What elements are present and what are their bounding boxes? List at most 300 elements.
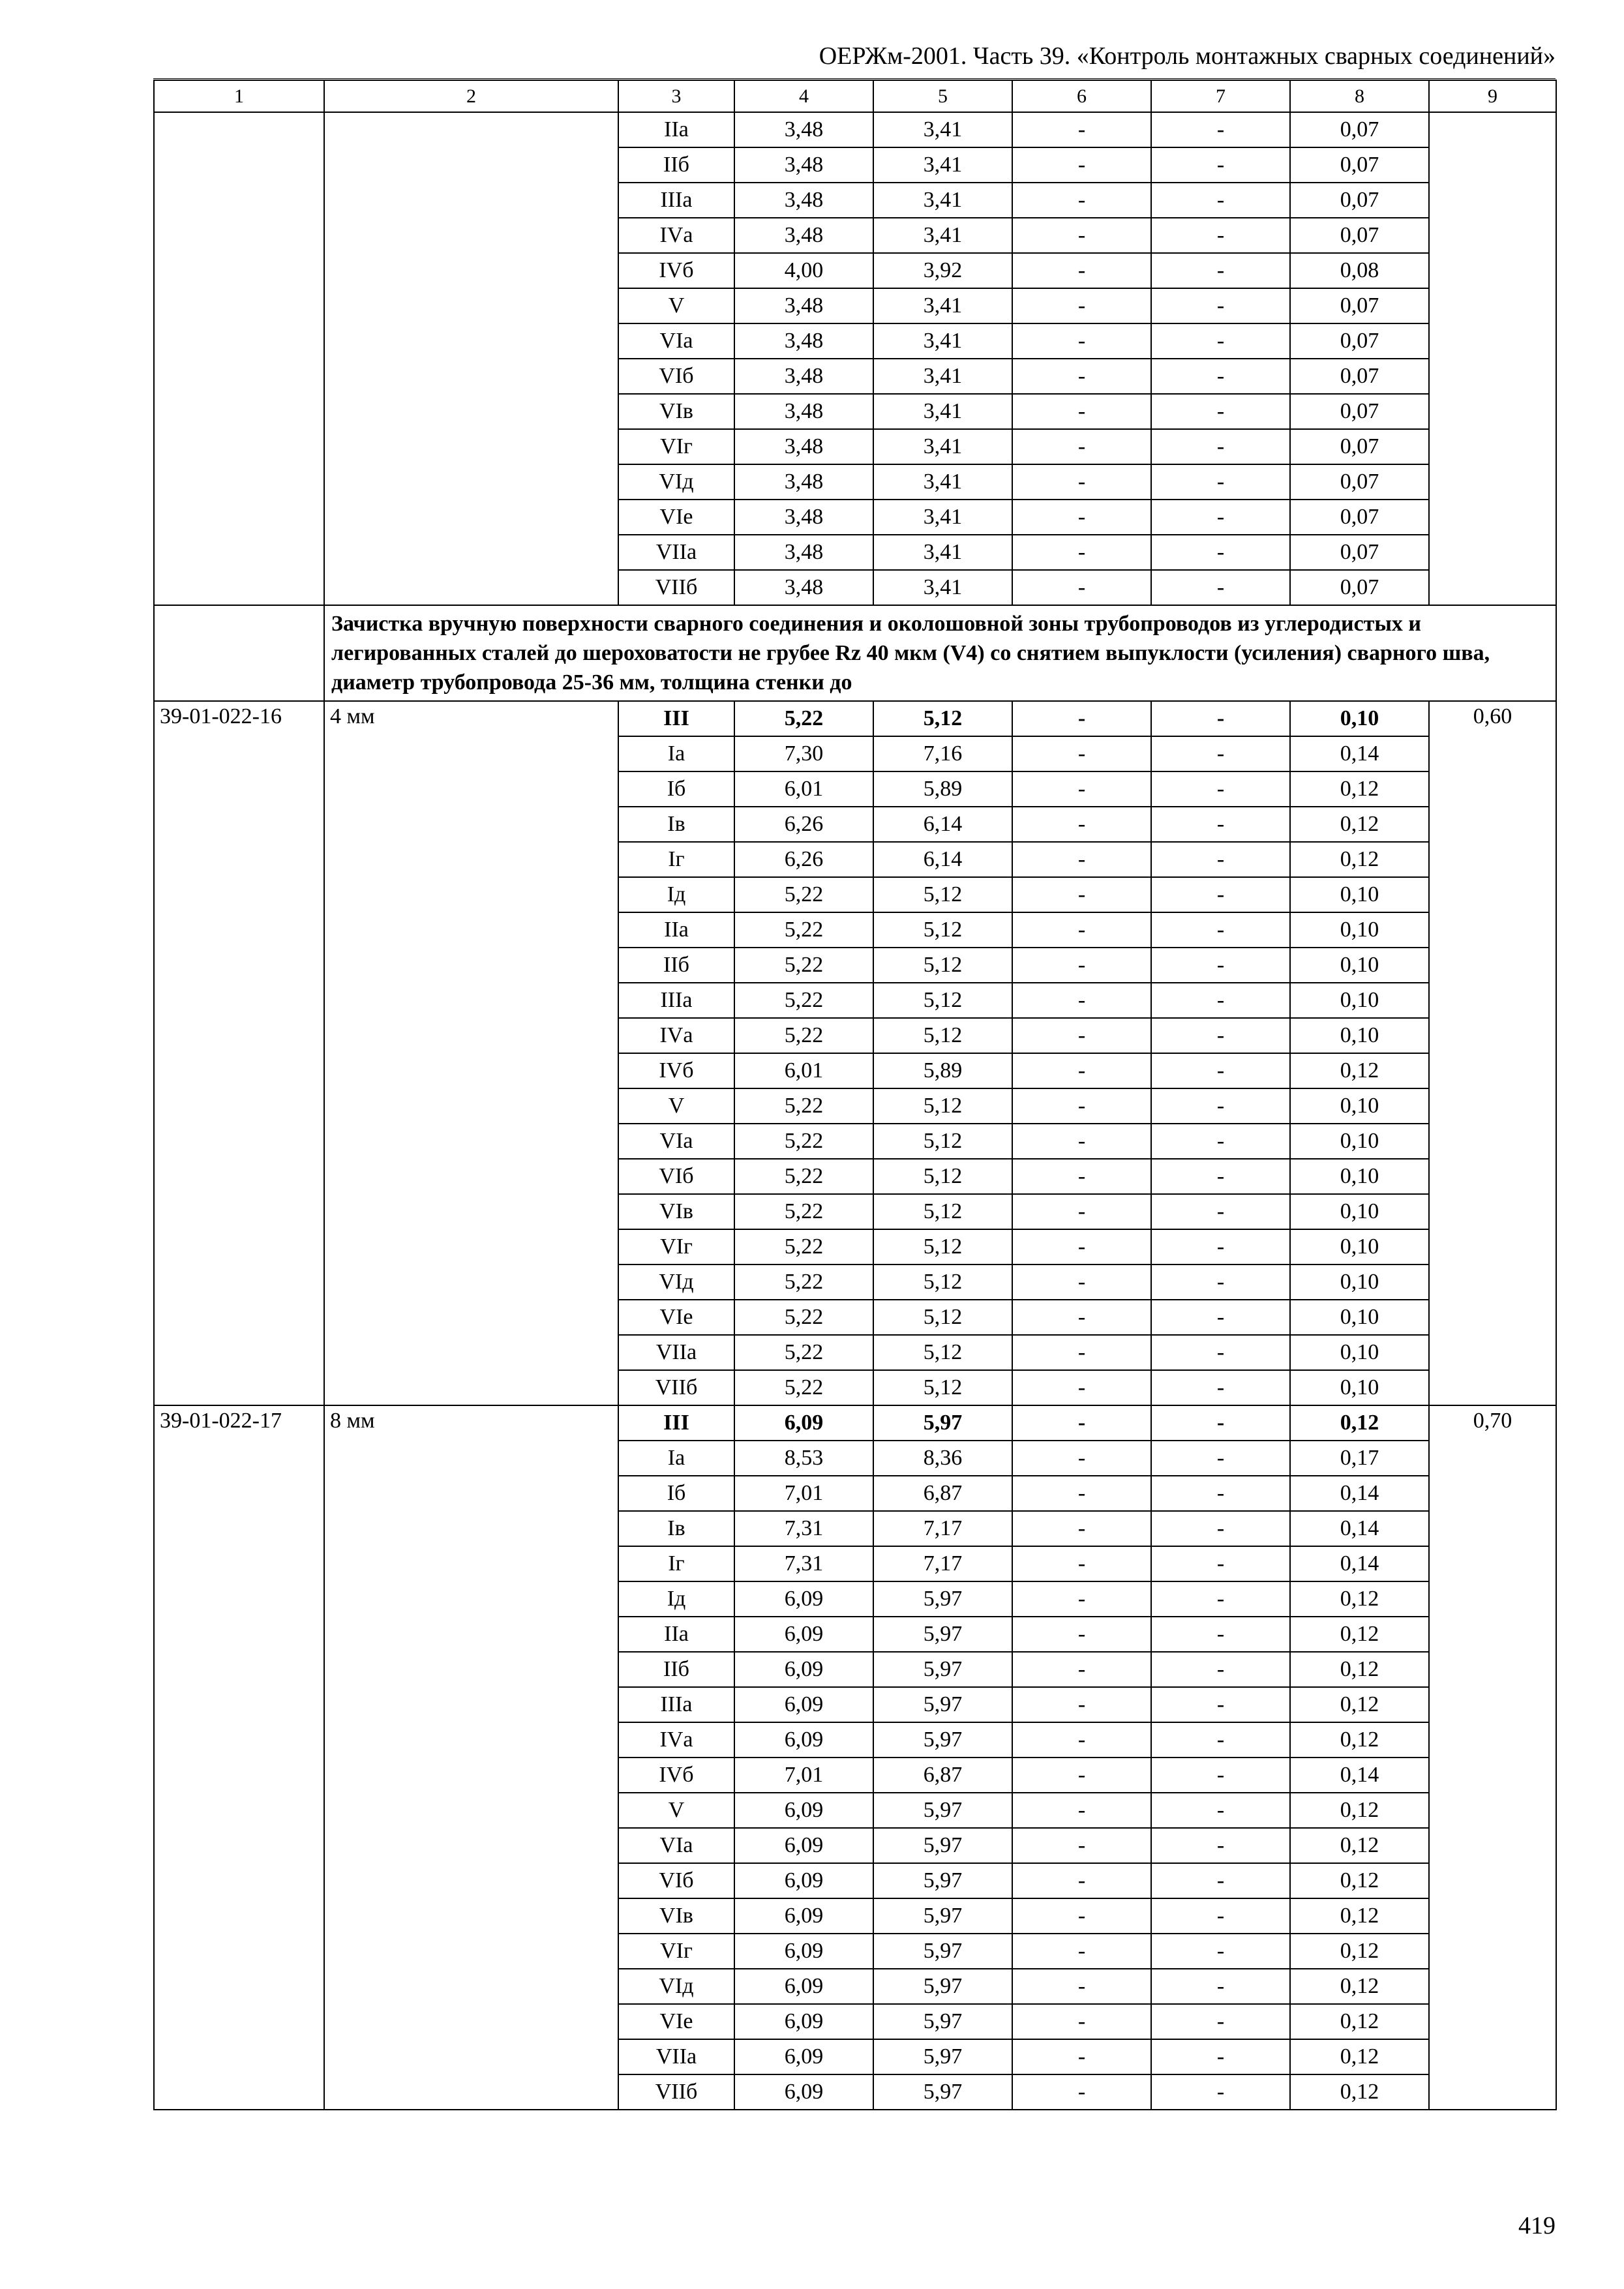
col5-value: 7,17: [873, 1511, 1012, 1546]
table-row: [154, 112, 1556, 147]
col4-value: 7,31: [734, 1546, 873, 1581]
col7-value: -: [1151, 1863, 1290, 1898]
zone-cell: IVб: [618, 1053, 734, 1088]
col6-value: -: [1012, 771, 1151, 807]
column-number: 3: [618, 80, 734, 112]
col5-value: 3,41: [873, 570, 1012, 605]
col8-value: 0,17: [1290, 1441, 1429, 1476]
zone-cell: IIб: [618, 948, 734, 983]
col4-value: 6,01: [734, 771, 873, 807]
col6-value: -: [1012, 1934, 1151, 1969]
col6-value: -: [1012, 736, 1151, 771]
col6-value: -: [1012, 912, 1151, 948]
zone-cell: VIIа: [618, 535, 734, 570]
zone-cell: V: [618, 288, 734, 323]
col7-value: -: [1151, 288, 1290, 323]
col8-value: 0,10: [1290, 1194, 1429, 1229]
col4-value: 6,01: [734, 1053, 873, 1088]
col8-value: 0,07: [1290, 464, 1429, 500]
col8-value: 0,07: [1290, 570, 1429, 605]
col6-value: -: [1012, 1018, 1151, 1053]
col7-value: -: [1151, 1546, 1290, 1581]
col7-value: -: [1151, 1758, 1290, 1793]
zone-cell: IVб: [618, 1758, 734, 1793]
col5-value: 5,12: [873, 1194, 1012, 1229]
col7-value: -: [1151, 2039, 1290, 2074]
zone-cell: Iв: [618, 807, 734, 842]
col7-value: -: [1151, 912, 1290, 948]
column-number: 2: [324, 80, 618, 112]
col4-value: 6,09: [734, 1898, 873, 1934]
col7-value: -: [1151, 1722, 1290, 1758]
col8-value: 0,12: [1290, 2039, 1429, 2074]
col6-value: -: [1012, 570, 1151, 605]
col6-value: -: [1012, 1370, 1151, 1405]
col7-value: -: [1151, 1828, 1290, 1863]
column-number: 1: [154, 80, 324, 112]
col9-value: 0,60: [1429, 701, 1556, 1405]
zone-cell: VIIа: [618, 1335, 734, 1370]
col8-value: 0,07: [1290, 323, 1429, 359]
col6-value: -: [1012, 1264, 1151, 1300]
col5-value: 5,12: [873, 948, 1012, 983]
col8-value: 0,12: [1290, 1898, 1429, 1934]
col5-value: 5,97: [873, 1617, 1012, 1652]
col6-value: -: [1012, 323, 1151, 359]
col6-value: -: [1012, 1300, 1151, 1335]
col4-value: 3,48: [734, 112, 873, 147]
zone-cell: IIIа: [618, 983, 734, 1018]
zone-cell: VIIб: [618, 2074, 734, 2110]
col4-value: 7,01: [734, 1476, 873, 1511]
col6-value: -: [1012, 112, 1151, 147]
col4-value: 3,48: [734, 394, 873, 429]
col6-value: -: [1012, 1828, 1151, 1863]
col6-value: -: [1012, 1652, 1151, 1687]
col5-value: 6,14: [873, 842, 1012, 877]
column-number-row: [154, 80, 1556, 112]
col7-value: -: [1151, 1441, 1290, 1476]
col8-value: 0,10: [1290, 1159, 1429, 1194]
col6-value: -: [1012, 1722, 1151, 1758]
col4-value: 4,00: [734, 253, 873, 288]
col5-value: 3,41: [873, 112, 1012, 147]
col7-value: -: [1151, 2004, 1290, 2039]
col7-value: -: [1151, 570, 1290, 605]
col8-value: 0,12: [1290, 1581, 1429, 1617]
col4-value: 3,48: [734, 359, 873, 394]
zone-cell: VIб: [618, 1863, 734, 1898]
page-number: 419: [1518, 2212, 1556, 2239]
col4-value: 6,09: [734, 1617, 873, 1652]
col4-value: 5,22: [734, 1300, 873, 1335]
col5-value: 7,16: [873, 736, 1012, 771]
col4-value: 3,48: [734, 218, 873, 253]
col8-value: 0,12: [1290, 2074, 1429, 2110]
col8-value: 0,07: [1290, 535, 1429, 570]
col5-value: 3,41: [873, 147, 1012, 183]
col7-value: -: [1151, 1229, 1290, 1264]
column-number: 9: [1429, 80, 1556, 112]
col7-value: -: [1151, 1511, 1290, 1546]
col5-value: 3,92: [873, 253, 1012, 288]
col7-value: -: [1151, 1581, 1290, 1617]
col7-value: -: [1151, 807, 1290, 842]
col6-value: -: [1012, 1758, 1151, 1793]
col7-value: -: [1151, 1053, 1290, 1088]
col8-value: 0,10: [1290, 1018, 1429, 1053]
empty-name-cell: [324, 112, 618, 605]
col6-value: -: [1012, 948, 1151, 983]
col5-value: 5,97: [873, 1793, 1012, 1828]
zone-cell: Iг: [618, 1546, 734, 1581]
col8-value: 0,10: [1290, 912, 1429, 948]
col4-value: 5,22: [734, 983, 873, 1018]
col7-value: -: [1151, 842, 1290, 877]
col5-value: 5,97: [873, 1828, 1012, 1863]
description-row: [154, 605, 1556, 701]
col6-value: -: [1012, 359, 1151, 394]
col7-value: -: [1151, 1969, 1290, 2004]
col5-value: 5,89: [873, 771, 1012, 807]
col6-value: -: [1012, 1793, 1151, 1828]
col4-value: 3,48: [734, 288, 873, 323]
col5-value: 5,12: [873, 1300, 1012, 1335]
col4-value: 6,26: [734, 807, 873, 842]
col8-value: 0,07: [1290, 359, 1429, 394]
zone-cell: VIд: [618, 1264, 734, 1300]
col4-value: 6,09: [734, 1863, 873, 1898]
col6-value: -: [1012, 500, 1151, 535]
col4-value: 5,22: [734, 1088, 873, 1124]
col5-value: 5,97: [873, 1863, 1012, 1898]
col5-value: 5,12: [873, 983, 1012, 1018]
col4-value: 3,48: [734, 500, 873, 535]
col4-value: 6,09: [734, 2004, 873, 2039]
col4-value: 5,22: [734, 912, 873, 948]
table-row: [154, 701, 1556, 736]
col8-value: 0,07: [1290, 500, 1429, 535]
zone-cell: VIд: [618, 464, 734, 500]
zone-cell: VIд: [618, 1969, 734, 2004]
col7-value: -: [1151, 500, 1290, 535]
col6-value: -: [1012, 701, 1151, 736]
col5-value: 3,41: [873, 429, 1012, 464]
col7-value: -: [1151, 1652, 1290, 1687]
col8-value: 0,12: [1290, 1793, 1429, 1828]
zone-cell: III: [618, 701, 734, 736]
col8-value: 0,08: [1290, 253, 1429, 288]
col6-value: -: [1012, 2004, 1151, 2039]
zone-cell: Iа: [618, 736, 734, 771]
col8-value: 0,10: [1290, 1264, 1429, 1300]
col7-value: -: [1151, 147, 1290, 183]
col7-value: -: [1151, 771, 1290, 807]
col4-value: 5,22: [734, 877, 873, 912]
col5-value: 5,12: [873, 701, 1012, 736]
col6-value: -: [1012, 394, 1151, 429]
col7-value: -: [1151, 183, 1290, 218]
col4-value: 3,48: [734, 535, 873, 570]
col4-value: 7,01: [734, 1758, 873, 1793]
col7-value: -: [1151, 736, 1290, 771]
col7-value: -: [1151, 2074, 1290, 2110]
col6-value: -: [1012, 1441, 1151, 1476]
col6-value: -: [1012, 2074, 1151, 2110]
col7-value: -: [1151, 1088, 1290, 1124]
col7-value: -: [1151, 1476, 1290, 1511]
col4-value: 5,22: [734, 948, 873, 983]
col5-value: 5,97: [873, 1934, 1012, 1969]
col6-value: -: [1012, 1088, 1151, 1124]
col5-value: 5,12: [873, 1018, 1012, 1053]
col8-value: 0,12: [1290, 1934, 1429, 1969]
col5-value: 5,12: [873, 1088, 1012, 1124]
col5-value: 5,89: [873, 1053, 1012, 1088]
norms-table: [153, 80, 1557, 2110]
col8-value: 0,12: [1290, 1722, 1429, 1758]
zone-cell: VIе: [618, 2004, 734, 2039]
col7-value: -: [1151, 1335, 1290, 1370]
col5-value: 3,41: [873, 183, 1012, 218]
col8-value: 0,12: [1290, 807, 1429, 842]
zone-cell: IIа: [618, 1617, 734, 1652]
col4-value: 8,53: [734, 1441, 873, 1476]
column-number: 7: [1151, 80, 1290, 112]
col5-value: 5,97: [873, 1722, 1012, 1758]
col5-value: 5,12: [873, 1370, 1012, 1405]
col7-value: -: [1151, 1934, 1290, 1969]
col6-value: -: [1012, 1546, 1151, 1581]
col6-value: -: [1012, 807, 1151, 842]
col5-value: 3,41: [873, 359, 1012, 394]
col5-value: 3,41: [873, 218, 1012, 253]
zone-cell: IIIа: [618, 1687, 734, 1722]
col8-value: 0,12: [1290, 842, 1429, 877]
col8-value: 0,10: [1290, 1300, 1429, 1335]
col4-value: 5,22: [734, 1370, 873, 1405]
col6-value: -: [1012, 1476, 1151, 1511]
zone-cell: VIа: [618, 1124, 734, 1159]
zone-cell: Iд: [618, 877, 734, 912]
col4-value: 3,48: [734, 429, 873, 464]
zone-cell: IIа: [618, 112, 734, 147]
col6-value: -: [1012, 1581, 1151, 1617]
col4-value: 5,22: [734, 1159, 873, 1194]
col8-value: 0,10: [1290, 1088, 1429, 1124]
col6-value: -: [1012, 1405, 1151, 1441]
col8-value: 0,12: [1290, 1828, 1429, 1863]
col7-value: -: [1151, 1617, 1290, 1652]
col7-value: -: [1151, 948, 1290, 983]
col7-value: -: [1151, 1264, 1290, 1300]
col4-value: 5,22: [734, 1018, 873, 1053]
col6-value: -: [1012, 1863, 1151, 1898]
col8-value: 0,12: [1290, 1652, 1429, 1687]
col6-value: -: [1012, 1898, 1151, 1934]
zone-cell: Iд: [618, 1581, 734, 1617]
col5-value: 5,12: [873, 1159, 1012, 1194]
col5-value: 5,97: [873, 1898, 1012, 1934]
zone-cell: Iб: [618, 771, 734, 807]
col6-value: -: [1012, 1969, 1151, 2004]
col4-value: 6,09: [734, 1722, 873, 1758]
col7-value: -: [1151, 877, 1290, 912]
zone-cell: Iа: [618, 1441, 734, 1476]
col4-value: 6,09: [734, 1934, 873, 1969]
zone-cell: VIб: [618, 359, 734, 394]
empty-code-cell: [154, 112, 324, 605]
col4-value: 3,48: [734, 323, 873, 359]
col8-value: 0,10: [1290, 701, 1429, 736]
col5-value: 5,97: [873, 1687, 1012, 1722]
col7-value: -: [1151, 323, 1290, 359]
col7-value: -: [1151, 1194, 1290, 1229]
col8-value: 0,14: [1290, 1476, 1429, 1511]
col5-value: 5,12: [873, 1229, 1012, 1264]
col5-value: 5,97: [873, 2039, 1012, 2074]
col4-value: 6,09: [734, 1405, 873, 1441]
col5-value: 5,97: [873, 1969, 1012, 2004]
thickness-cell: 4 мм: [324, 701, 618, 1405]
col4-value: 6,09: [734, 1581, 873, 1617]
col8-value: 0,12: [1290, 1617, 1429, 1652]
col8-value: 0,14: [1290, 1511, 1429, 1546]
col5-value: 8,36: [873, 1441, 1012, 1476]
col8-value: 0,10: [1290, 1229, 1429, 1264]
col7-value: -: [1151, 253, 1290, 288]
col8-value: 0,12: [1290, 1687, 1429, 1722]
column-number: 6: [1012, 80, 1151, 112]
col8-value: 0,07: [1290, 429, 1429, 464]
col8-value: 0,10: [1290, 1335, 1429, 1370]
col6-value: -: [1012, 1687, 1151, 1722]
zone-cell: IIб: [618, 1652, 734, 1687]
column-number: 5: [873, 80, 1012, 112]
col7-value: -: [1151, 1300, 1290, 1335]
col6-value: -: [1012, 1511, 1151, 1546]
col4-value: 6,09: [734, 2039, 873, 2074]
zone-cell: Iв: [618, 1511, 734, 1546]
zone-cell: IVа: [618, 218, 734, 253]
table-body: [154, 80, 1556, 2110]
col6-value: -: [1012, 877, 1151, 912]
col7-value: -: [1151, 983, 1290, 1018]
col7-value: -: [1151, 1898, 1290, 1934]
col4-value: 3,48: [734, 147, 873, 183]
col8-value: 0,10: [1290, 983, 1429, 1018]
col5-value: 3,41: [873, 500, 1012, 535]
col5-value: 7,17: [873, 1546, 1012, 1581]
col4-value: 6,09: [734, 1969, 873, 2004]
col4-value: 5,22: [734, 1124, 873, 1159]
col7-value: -: [1151, 218, 1290, 253]
col6-value: -: [1012, 218, 1151, 253]
col4-value: 6,09: [734, 2074, 873, 2110]
col8-value: 0,12: [1290, 2004, 1429, 2039]
col6-value: -: [1012, 535, 1151, 570]
col7-value: -: [1151, 1370, 1290, 1405]
col6-value: -: [1012, 183, 1151, 218]
col8-value: 0,07: [1290, 394, 1429, 429]
col4-value: 6,09: [734, 1652, 873, 1687]
zone-cell: VIв: [618, 1898, 734, 1934]
col8-value: 0,14: [1290, 1546, 1429, 1581]
table-row: [154, 1405, 1556, 1441]
col8-value: 0,14: [1290, 1758, 1429, 1793]
col7-value: -: [1151, 359, 1290, 394]
zone-cell: VIIб: [618, 570, 734, 605]
col4-value: 6,09: [734, 1828, 873, 1863]
zone-cell: IVб: [618, 253, 734, 288]
col8-value: 0,10: [1290, 1124, 1429, 1159]
col6-value: -: [1012, 842, 1151, 877]
zone-cell: IIIа: [618, 183, 734, 218]
col5-value: 3,41: [873, 464, 1012, 500]
col5-value: 3,41: [873, 323, 1012, 359]
col5-value: 5,97: [873, 1405, 1012, 1441]
zone-cell: IIб: [618, 147, 734, 183]
zone-cell: III: [618, 1405, 734, 1441]
col8-value: 0,12: [1290, 771, 1429, 807]
zone-cell: VIг: [618, 1934, 734, 1969]
col7-value: -: [1151, 1124, 1290, 1159]
col6-value: -: [1012, 1194, 1151, 1229]
col4-value: 6,26: [734, 842, 873, 877]
col5-value: 5,97: [873, 2004, 1012, 2039]
col7-value: -: [1151, 1018, 1290, 1053]
zone-cell: VIг: [618, 429, 734, 464]
col6-value: -: [1012, 1617, 1151, 1652]
col8-value: 0,07: [1290, 183, 1429, 218]
col6-value: -: [1012, 288, 1151, 323]
col6-value: -: [1012, 1229, 1151, 1264]
zone-cell: V: [618, 1088, 734, 1124]
col6-value: -: [1012, 147, 1151, 183]
col4-value: 5,22: [734, 1264, 873, 1300]
zone-cell: Iб: [618, 1476, 734, 1511]
col4-value: 3,48: [734, 183, 873, 218]
col7-value: -: [1151, 429, 1290, 464]
col4-value: 7,31: [734, 1511, 873, 1546]
col8-value: 0,12: [1290, 1053, 1429, 1088]
col8-value: 0,12: [1290, 1969, 1429, 2004]
col6-value: -: [1012, 2039, 1151, 2074]
zone-cell: IVа: [618, 1722, 734, 1758]
col5-value: 5,97: [873, 1652, 1012, 1687]
col4-value: 7,30: [734, 736, 873, 771]
zone-cell: VIа: [618, 323, 734, 359]
col6-value: -: [1012, 429, 1151, 464]
col7-value: -: [1151, 464, 1290, 500]
code-cell: 39-01-022-17: [154, 1405, 324, 2110]
col8-value: 0,10: [1290, 1370, 1429, 1405]
code-cell: 39-01-022-16: [154, 701, 324, 1405]
column-number: 4: [734, 80, 873, 112]
col5-value: 5,12: [873, 1335, 1012, 1370]
col8-value: 0,07: [1290, 218, 1429, 253]
col5-value: 5,97: [873, 1581, 1012, 1617]
col4-value: 5,22: [734, 701, 873, 736]
col5-value: 5,12: [873, 912, 1012, 948]
col8-value: 0,10: [1290, 877, 1429, 912]
empty-code-cell: [154, 605, 324, 701]
zone-cell: VIв: [618, 1194, 734, 1229]
empty-col9-cell: [1429, 112, 1556, 605]
col8-value: 0,07: [1290, 147, 1429, 183]
col7-value: -: [1151, 112, 1290, 147]
col8-value: 0,07: [1290, 288, 1429, 323]
